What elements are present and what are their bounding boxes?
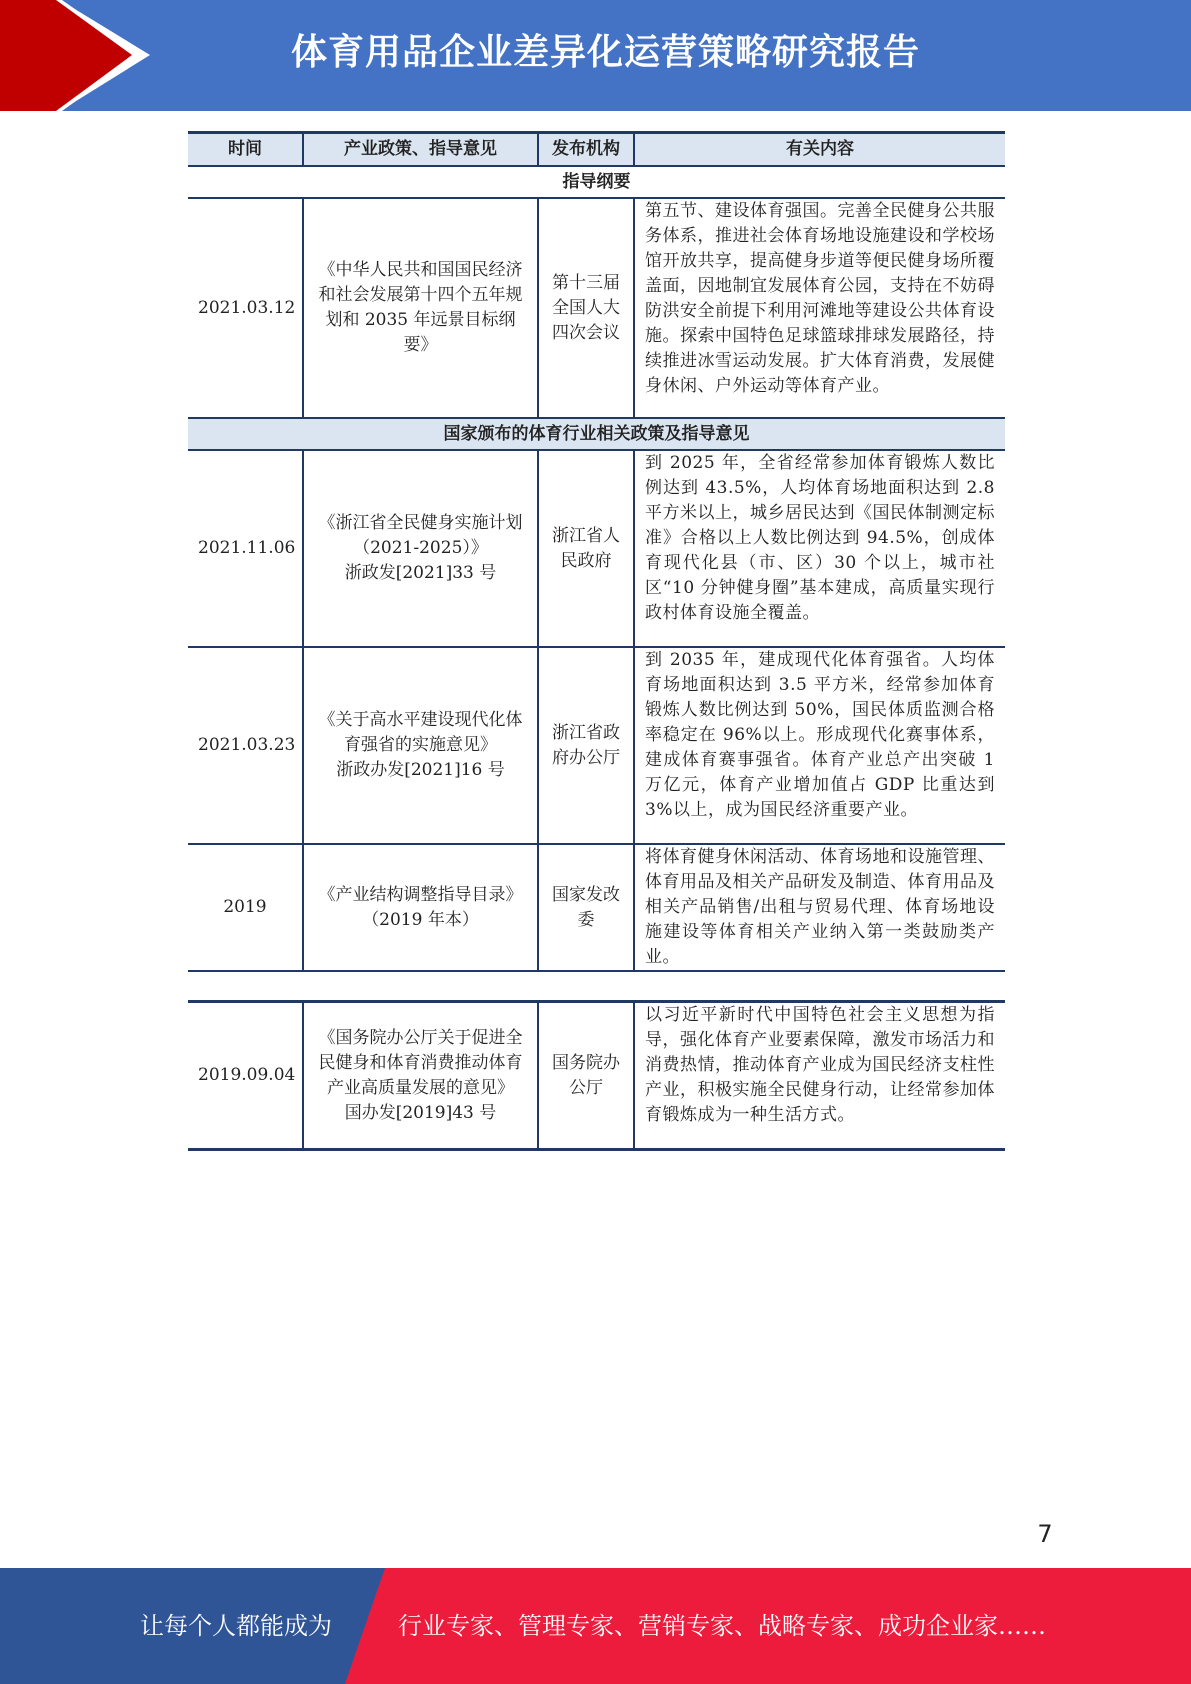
row-date: 2021.11.06: [188, 450, 303, 647]
row-policy-title: [303, 1002, 538, 1150]
row-policy-name: 《产业结构调整指导目录》: [318, 884, 523, 905]
row-content: 将体育健身休闲活动、体育场地和设施管理、体育用品及相关产品研发及制造、体育用品及相关产品销售/出租与贸易代理、体育场地设施建设等体育相关产业纳入第一类鼓励类产业。: [634, 844, 1005, 971]
row-content: 到 2025 年，全省经常参加体育锻炼人数比例达到 43.5%，人均体育场地面积达到 2.8 平方米以上，城乡居民达到《国民体制测定标准》合格以上人数比例达到 94.5%，创成体育现代化县（市、区）30 个以上，城市社区“10 分钟健身圈”基本建成，高质量实现行政村体育设施全覆盖。: [634, 450, 1005, 647]
row-policy-number: 浙政发[2021]33 号: [344, 563, 497, 583]
row-policy-name: 《关于高水平建设现代化体育强省的实施意见》: [318, 710, 523, 755]
row-policy-number: 国办发[2019]43 号: [344, 1102, 497, 1123]
row-policy-number: 浙政办发[2021]16 号: [336, 760, 505, 780]
row-policy-name: 《浙江省全民健身实施计划（2021-2025）》: [318, 513, 523, 558]
section-label: 指导纲要: [188, 166, 1005, 198]
row-policy-title: 《中华人民共和国国民经济和社会发展第十四个五年规划和 2035 年远景目标纲要》: [303, 198, 538, 418]
row-date: 2019.09.04: [188, 1002, 303, 1150]
row-content: 以习近平新时代中国特色社会主义思想为指导，强化体育产业要素保障，激发市场活力和消费热情，推动体育产业成为国民经济支柱性产业，积极实施全民健身行动，让经常参加体育锻炼成为一种生活方式。: [634, 1002, 1005, 1150]
row-org: 第十三届全国人大四次会议: [538, 198, 634, 418]
policy-table: [188, 131, 1005, 1151]
section-row-guidelines: [188, 166, 1005, 198]
column-header-org: 发布机构: [538, 133, 634, 167]
table-row: [188, 1002, 1005, 1150]
table-header-row: [188, 133, 1005, 167]
row-content: 到 2035 年，建成现代化体育强省。人均体育场地面积达到 3.5 平方米，经常参加体育锻炼人数比例达到 50%，国民体质监测合格率稳定在 96%以上。形成现代化赛事体系，建成体育赛事强省。体育产业总产出突破 1 万亿元，体育产业增加值占 GDP 比重达到 3%以上，成为国民经济重要产业。: [634, 647, 1005, 844]
row-policy-title: [303, 647, 538, 844]
page-header: [0, 0, 1191, 111]
row-content: 第五节、建设体育强国。完善全民健身公共服务体系，推进社会体育场地设施建设和学校场馆开放共享，提高健身步道等便民健身场所覆盖面，因地制宜发展体育公园，支持在不妨碍防洪安全前提下利用河滩地等建设公共体育设施。探索中国特色足球篮球排球发展路径，持续推进冰雪运动发展。扩大体育消费，发展健身休闲、户外运动等体育产业。: [634, 198, 1005, 418]
row-org: 浙江省人民政府: [538, 450, 634, 647]
row-date: 2021.03.12: [188, 198, 303, 418]
row-org: 国家发改委: [538, 844, 634, 971]
column-header-content: 有关内容: [634, 133, 1005, 167]
table-row: [188, 198, 1005, 418]
table-page-break-gap: [188, 971, 1005, 1002]
footer-slogan-left: 让每个人都能成为: [140, 1612, 332, 1640]
document-title: 体育用品企业差异化运营策略研究报告: [290, 32, 920, 73]
row-org: 浙江省政府办公厅: [538, 647, 634, 844]
table-row: [188, 450, 1005, 647]
column-header-policy: 产业政策、指导意见: [303, 133, 538, 167]
page-footer: [0, 1568, 1191, 1684]
row-date: 2021.03.23: [188, 647, 303, 844]
column-header-date: 时间: [188, 133, 303, 167]
row-date: 2019: [188, 844, 303, 971]
table-row: [188, 844, 1005, 971]
section-row-national-policies: [188, 418, 1005, 450]
table-row: [188, 647, 1005, 844]
footer-slogan-right: 行业专家、管理专家、营销专家、战略专家、成功企业家……: [398, 1612, 1046, 1640]
row-policy-title: [303, 450, 538, 647]
row-org: 国务院办公厅: [538, 1002, 634, 1150]
section-label: 国家颁布的体育行业相关政策及指导意见: [188, 418, 1005, 450]
row-policy-number: （2019 年本）: [362, 909, 479, 930]
row-policy-title: [303, 844, 538, 971]
row-policy-name: 《国务院办公厅关于促进全民健身和体育消费推动体育产业高质量发展的意见》: [318, 1027, 523, 1098]
page-number: 7: [1037, 1520, 1053, 1548]
